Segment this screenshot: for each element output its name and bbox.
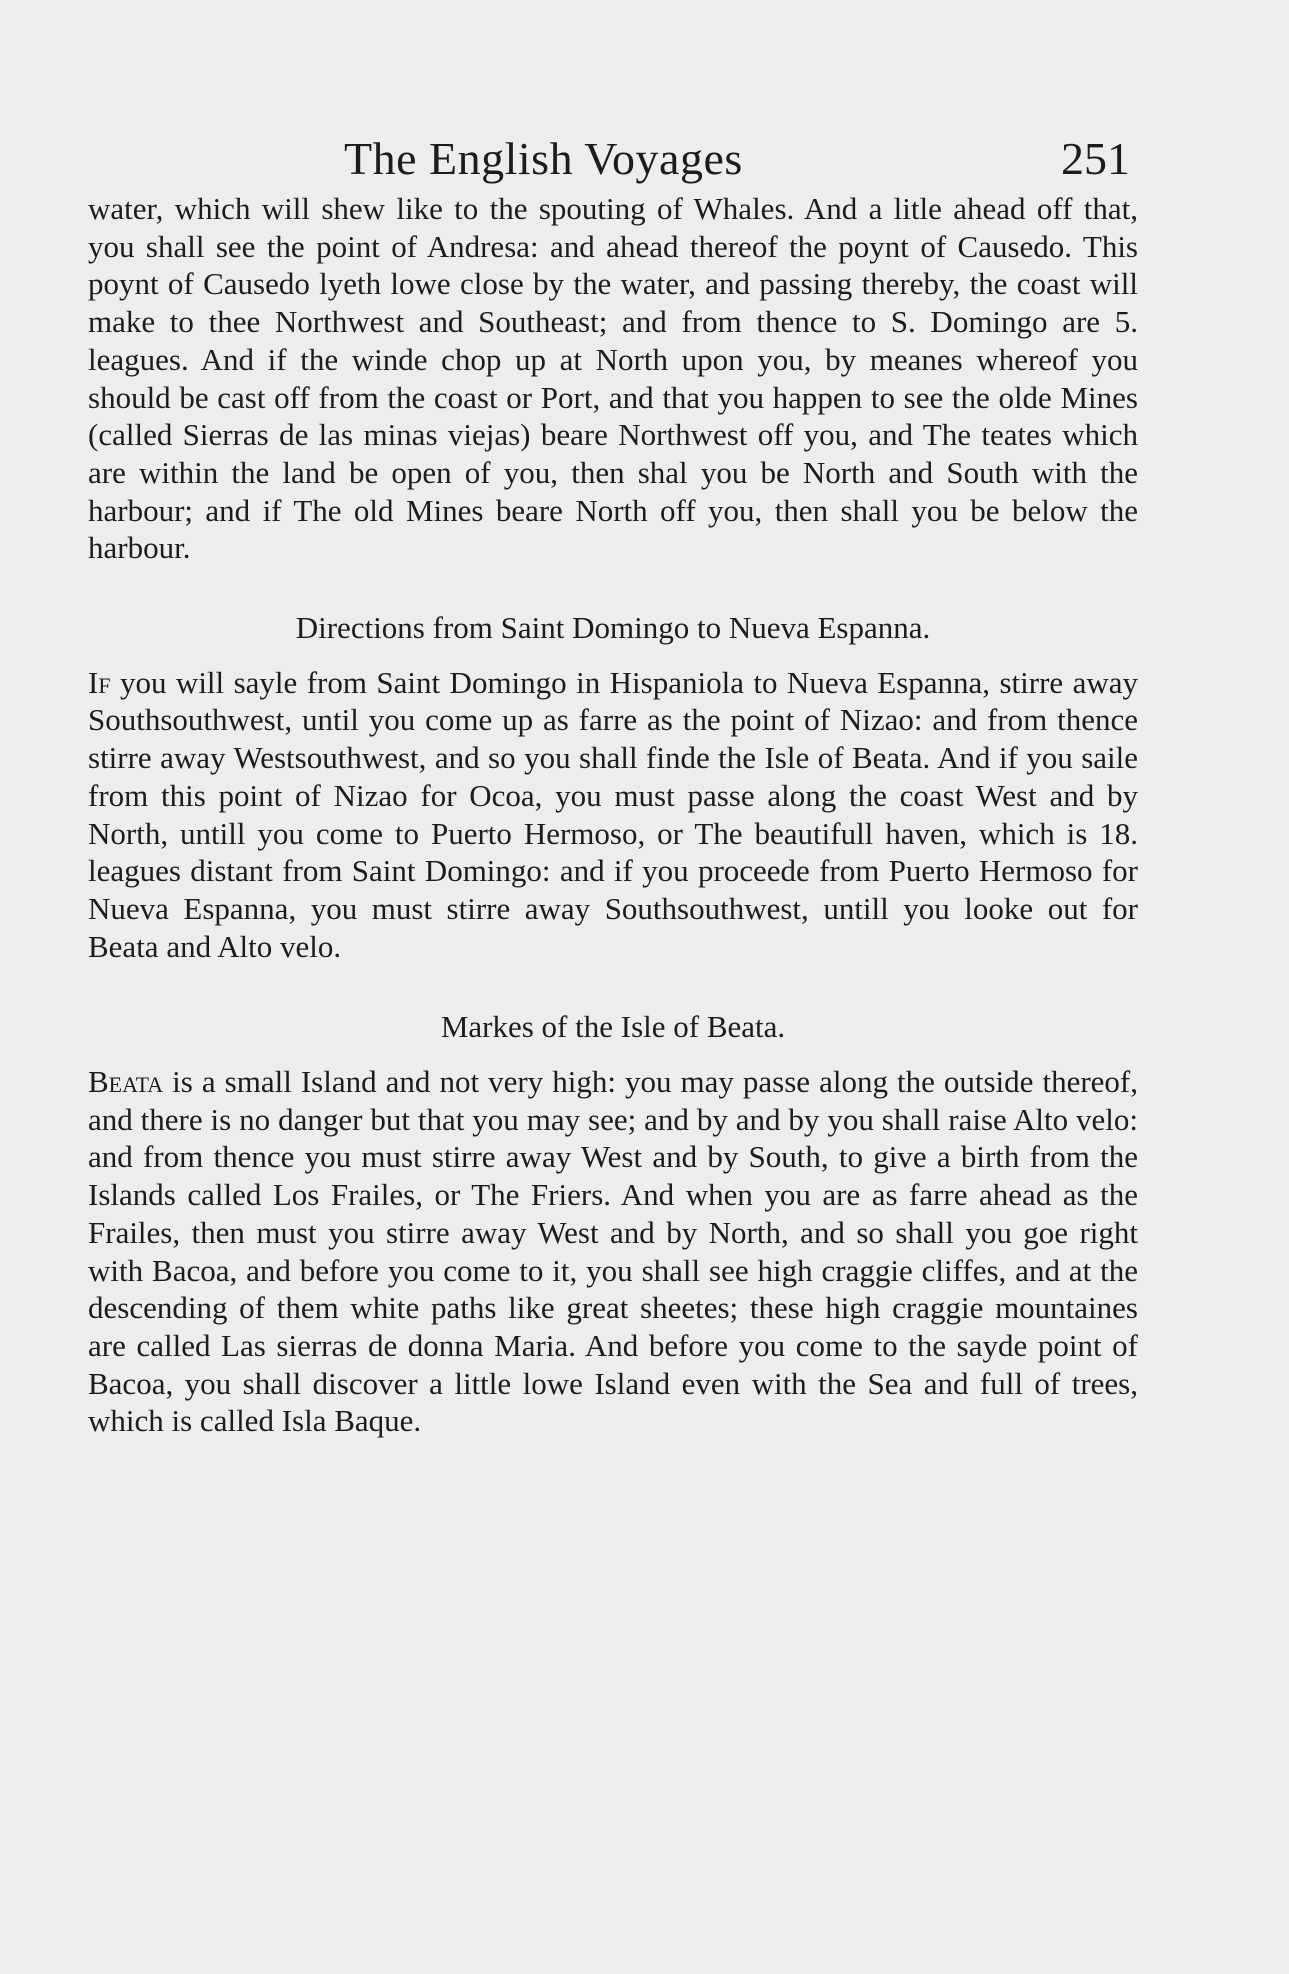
page-number: 251 [1061,133,1130,184]
paragraph-directions [88,664,1138,966]
paragraph-continued: water, which will shew like to the spouting of Whales. And a litle ahead off that, you shall see the point of Andresa: and ahead thereof the poynt of Causedo. This poynt of Causedo lyeth lowe close by the water, and passing thereby, the coast will make to thee Northwest and Southeast; and from thence to S. Domingo are 5. leagues. And if the winde chop up at North upon you, by meanes whereof you should be cast off from the coast or Port, and that you happen to see the olde Mines (called Sierras de las minas viejas) beare Northwest off you, and The teates which are within the land be open of you, then shal you be North and South with the harbour; and if The old Mines beare North off you, then shall you be below the harbour. [88,191,1138,566]
section-heading-markes: Markes of the Isle of Beata. [440,1009,786,1045]
section-heading-directions: Directions from Saint Domingo to Nueva Espanna. [295,610,931,646]
drop-lead-word: If [88,664,111,700]
paragraph-directions-text: you will sayle from Saint Domingo in Hispaniola to Nueva Espanna, stirre away Southsouthwest, until you come up as farre as the point of Nizao: and from thence stirre away Westsouthwest, and so you shall finde the Isle of Beata. And if you saile from this point of Nizao for Ocoa, you must passe along the coast West and by North, untill you come to Puerto Hermoso, or The beautifull haven, which is 18. leagues distant from Saint Domingo: and if you proceede from Puerto Hermoso for Nueva Espanna, you must stirre away Southsouthwest, untill you looke out for Beata and Alto velo. [88,664,1138,964]
paragraph-markes-text: is a small Island and not very high: you may passe along the outside thereof, and there is no danger but that you may see; and by and by you shall raise Alto velo: and from thence you must stirre away West and by South, to give a birth from the Islands called Los Frailes, or The Friers. And when you are as farre ahead as the Frailes, then must you stirre away West and by North, and so shall you goe right with Bacoa, and before you come to it, you shall see high craggie cliffes, and at the descending of them white paths like great sheetes; these high craggie mountaines are called Las sierras de donna Maria. And before you come to the sayde point of Bacoa, you shall discover a little lowe Island even with the Sea and full of trees, which is called Isla Baque. [88,1064,1138,1439]
drop-lead-word: Beata [88,1064,164,1100]
book-page [88,128,1138,1440]
paragraph-markes [88,1063,1138,1440]
running-title: The English Voyages [344,133,743,184]
page-header [88,128,1138,190]
